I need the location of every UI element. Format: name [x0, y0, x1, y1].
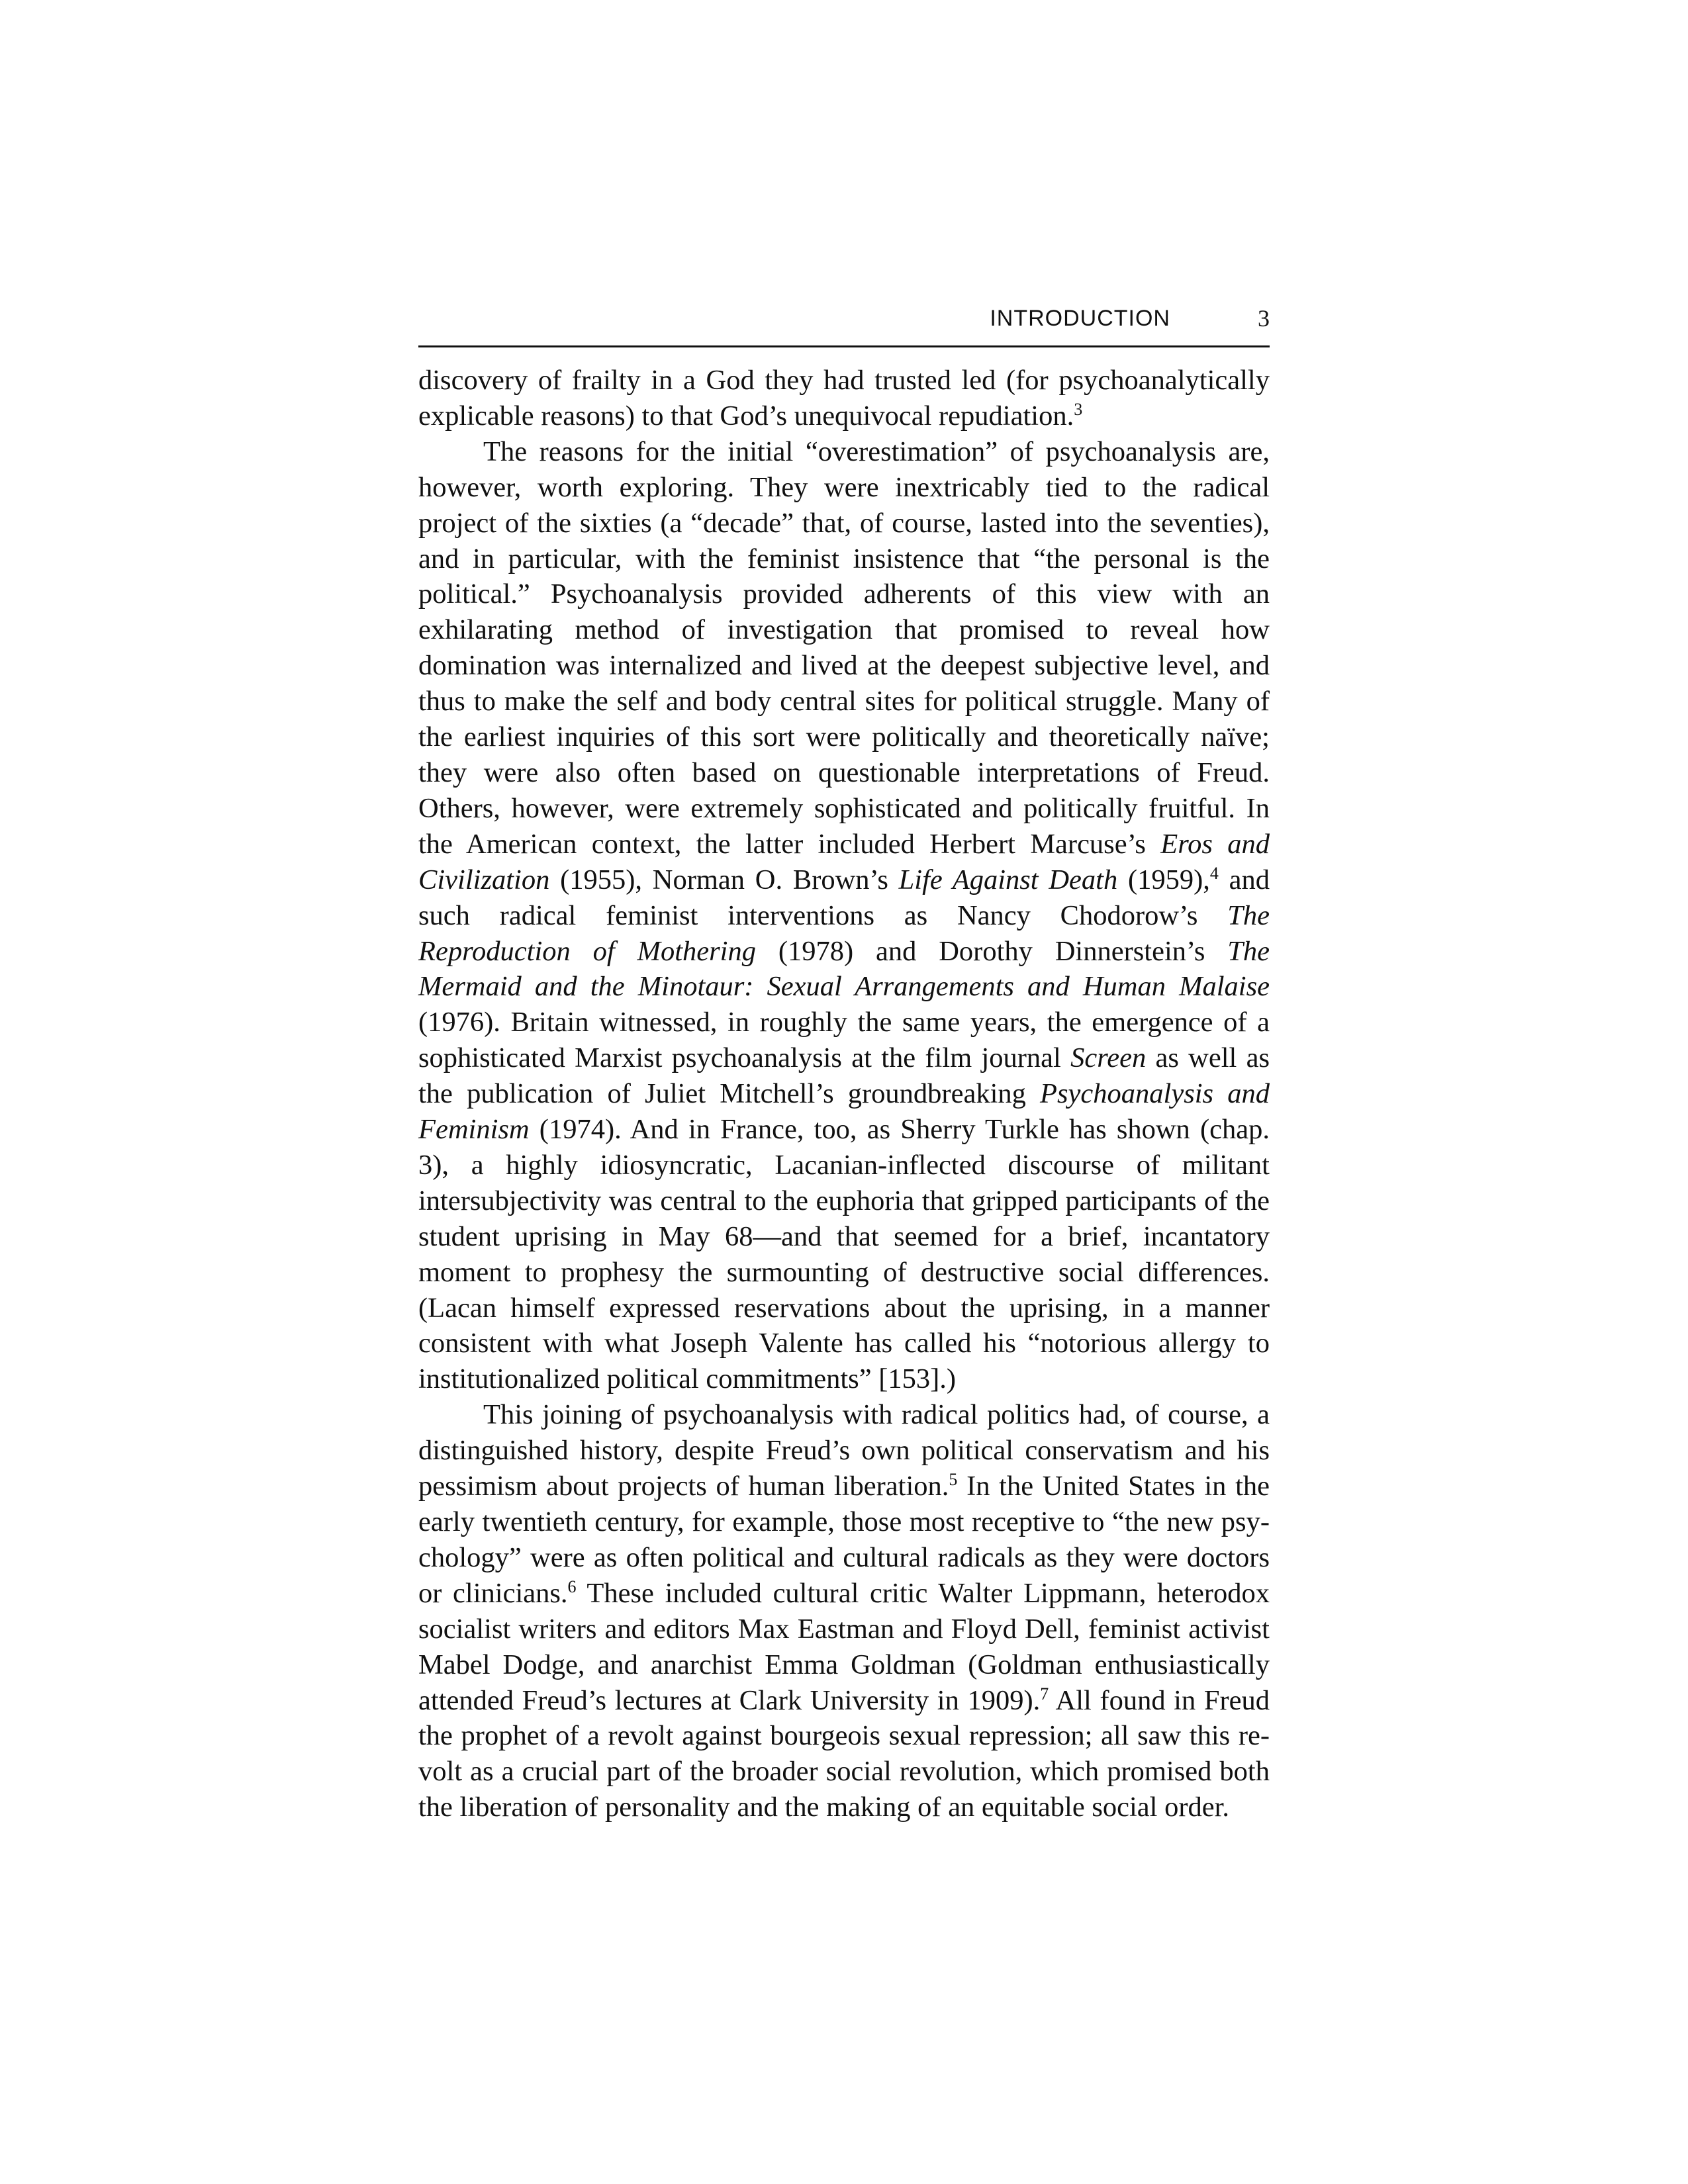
- body-text: [418, 363, 1270, 1825]
- paragraph-3: [418, 1397, 1270, 1825]
- text-run: (1974). And in France, too, as Sherry Turkle has shown (chap. 3), a highly idiosyncratic, Lacanian-inflected discourse of militant intersubjectivity was central to the euphoria that gripped participants of the student uprising in May 68—and that seemed for a brief, incantatory moment to prophesy the surmounting of destructive social differences. (Lacan himself expressed reservations about the uprising, in a manner consistent with what Joseph Valente has called his “notorious allergy to institutionalized political commitments” [153].): [418, 1114, 1270, 1395]
- text-run: discovery of frailty in a God they had trusted led (for psychoanalytically explicable reasons) to that God’s unequivocal repudiation.: [418, 365, 1270, 432]
- text-run: (1959),: [1117, 864, 1210, 895]
- footnote-marker: 6: [567, 1576, 577, 1596]
- footnote-marker: 7: [1040, 1684, 1049, 1704]
- text-run: (1976). Britain witnessed, in roughly the same years, the emergence of a sophisticated Marxist psychoanalysis at the film journal: [418, 1007, 1270, 1074]
- running-header: [418, 304, 1270, 332]
- text-run: The reasons for the initial “overestimation” of psychoanalysis are, however, worth exploring. They were inextricably tied to the radical project of the sixties (a “decade” that, of course, lasted into the seventies), and in particular, with the feminist insistence that “the personal is the political.” Psychoanalysis provided adherents of this view with an exhilarating method of investigation that promised to reveal how domination was internalized and lived at the deepest subjective level, and thus to make the self and body central sites for political struggle. Many of the earliest inquiries of this sort were politically and theoretically naïve; they were also often based on questionable interpretations of Freud. Others, however, were extremely sophisticated and politically fruitful. In the American context, the latter included Herbert Marcuse’s: [418, 435, 1270, 860]
- text-run: These included cultural critic Walter Lippmann, heterodox socialist writers and editors Max Eastman and Floyd Dell, feminist activist Mabel Dodge, and anarchist Emma Goldman (Goldman enthusiastically attended Freud’s lectures at Clark University in 1909).: [418, 1577, 1270, 1716]
- text-run: (1978) and Dorothy Dinnerstein’s: [755, 935, 1228, 967]
- paragraph-2: [418, 434, 1270, 1397]
- footnote-marker: 3: [1074, 399, 1083, 419]
- paragraph-1: [418, 363, 1270, 434]
- cited-title: The Reproduction of Mothering: [418, 899, 1270, 967]
- text-run: (1955), Norman O. Brown’s: [549, 864, 899, 895]
- text-run: as well as the publication of Juliet Mitchell’s groundbreaking: [418, 1042, 1270, 1110]
- text-run: All found in Freud the prophet of a revolt against bourgeois sexual repression; all saw this revolt as a crucial part of the broader social revolution, which promised both the liberation of personality and the making of an equitable social order.: [418, 1684, 1270, 1823]
- cited-title: Psychoanalysis and Feminism: [418, 1078, 1270, 1146]
- text-run: This joining of psychoanalysis with radical politics had, of course, a distinguished history, despite Freud’s own political conservatism and his pessimism about projects of human liberation.: [418, 1399, 1270, 1502]
- text-run: and such radical feminist interventions as Nancy Chodorow’s: [418, 864, 1270, 931]
- page-number: 3: [1258, 305, 1270, 332]
- cited-title: Screen: [1070, 1042, 1147, 1074]
- cited-title: Life Against Death: [898, 864, 1118, 895]
- header-rule: [418, 345, 1270, 347]
- footnote-marker: 5: [949, 1470, 958, 1490]
- text-run: In the United States in the early twentieth century, for example, those most receptive to “the new psychology” were as often political and cultural radicals as they were doctors or clinicians.: [418, 1471, 1270, 1609]
- cited-title: Eros and Civilization: [418, 828, 1270, 895]
- footnote-marker: 4: [1209, 863, 1219, 883]
- cited-title: The Mermaid and the Minotaur: Sexual Arrangements and Human Malaise: [418, 935, 1270, 1003]
- running-head-title: INTRODUCTION: [990, 306, 1170, 331]
